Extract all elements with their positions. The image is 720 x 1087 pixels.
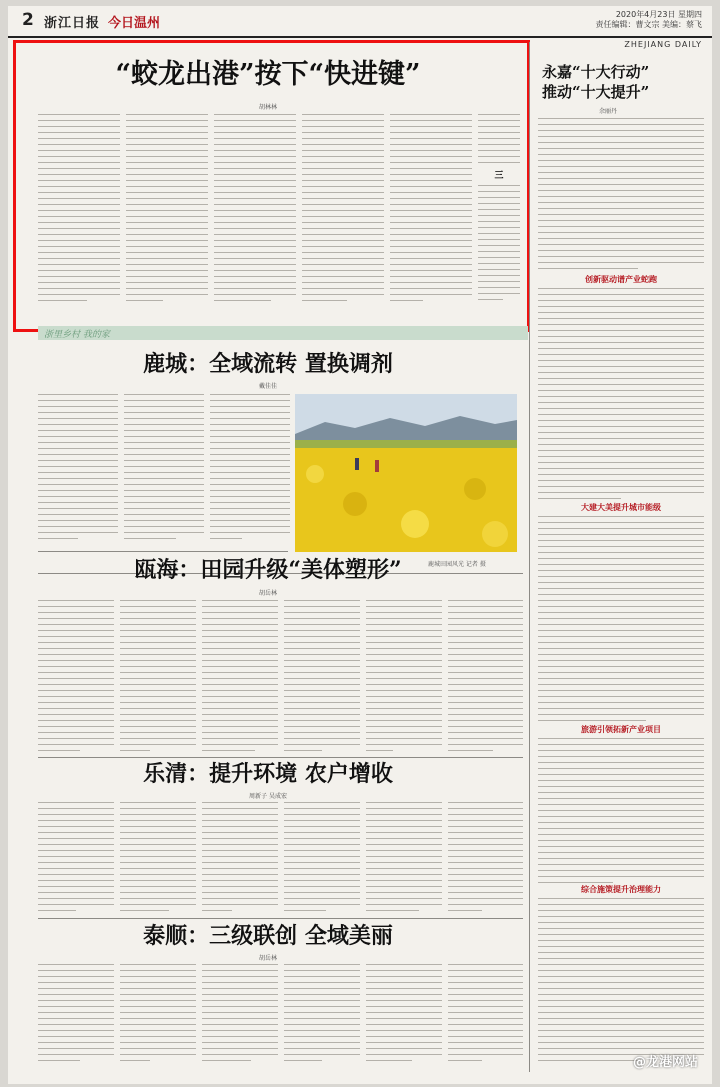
article-byline-ouhai: 胡岳林 xyxy=(258,590,277,597)
page-number: 2 xyxy=(22,10,34,30)
ouhai-text-column xyxy=(202,600,278,756)
taishun-text-column xyxy=(120,964,196,1066)
sidebar-title-line1: 永嘉“十大行动” xyxy=(542,63,650,81)
rapeseed-field-photo-svg xyxy=(295,394,517,552)
sidebar-subhead: 综合施策提升治理能力 xyxy=(581,885,661,894)
ouhai-text-column xyxy=(284,600,360,756)
taishun-text-column xyxy=(284,964,360,1066)
taishun-text-column xyxy=(366,964,442,1066)
article-byline-taishun: 胡岳林 xyxy=(258,955,277,962)
section-mark: 三 xyxy=(494,171,504,181)
newspaper-page xyxy=(8,6,712,1084)
sidebar-title-line2: 推动“十大提升” xyxy=(542,83,650,101)
ouhai-text-column xyxy=(38,600,114,756)
date-block xyxy=(595,10,702,30)
lead-article-title: “蛟龙出港”按下“快进键” xyxy=(115,59,421,90)
article-title-ouhai: 瓯海：田园升级“美体塑形” xyxy=(134,557,402,583)
strip-label: 浙里乡村 我的家 xyxy=(44,330,110,340)
article-divider xyxy=(38,551,288,552)
highlight-frame xyxy=(13,40,530,332)
yueqing-text-column xyxy=(202,802,278,916)
article-title-lucheng: 鹿城：全域流转 置换调剂 xyxy=(143,351,393,377)
sidebar-subhead: 大建大美提升城市能级 xyxy=(581,503,661,512)
ouhai-text-column xyxy=(120,600,196,756)
column-divider xyxy=(529,42,530,1072)
yueqing-text-column xyxy=(366,802,442,916)
masthead xyxy=(8,6,712,38)
article-divider xyxy=(38,918,523,919)
article-title-taishun: 泰顺：三级联创 全域美丽 xyxy=(143,923,393,949)
sidebar-text-block xyxy=(538,516,704,726)
taishun-text-column xyxy=(38,964,114,1066)
article-divider xyxy=(38,757,523,758)
article-title-yueqing: 乐清：提升环境 农户增收 xyxy=(143,761,393,787)
yueqing-text-column xyxy=(448,802,523,916)
watermark: @龙港网站 xyxy=(632,1055,698,1070)
sidebar-text-block xyxy=(538,118,704,274)
yueqing-text-column xyxy=(38,802,114,916)
sidebar-text-block xyxy=(538,738,704,888)
rapeseed-field-photo xyxy=(295,394,517,552)
sidebar-subhead: 创新驱动谱产业蛇跑 xyxy=(585,275,657,284)
editor-line: 责任编辑：曹文宗 美编：蔡飞 xyxy=(595,20,702,29)
article-byline-lucheng: 戴佳佳 xyxy=(258,383,277,390)
sidebar-subhead: 旅游引领拓新产业项目 xyxy=(581,725,661,734)
section-name: 今日温州 xyxy=(108,16,161,31)
taishun-text-column xyxy=(448,964,523,1066)
lead-article-byline: 胡林林 xyxy=(258,104,277,111)
photo-caption: 鹿城田园风光 记者 摄 xyxy=(428,561,486,568)
sidebar-text-block xyxy=(538,288,704,504)
sidebar-byline: 余丽丹 xyxy=(598,108,617,115)
lucheng-text-column xyxy=(210,394,290,544)
sidebar-text-block xyxy=(538,898,704,1066)
lucheng-text-column xyxy=(38,394,118,544)
ouhai-text-column xyxy=(448,600,523,756)
yueqing-text-column xyxy=(120,802,196,916)
date-line: 2020年4月23日 星期四 xyxy=(615,10,702,19)
english-masthead: ZHEJIANG DAILY xyxy=(624,40,702,49)
taishun-text-column xyxy=(202,964,278,1066)
paper-name: 浙江日报 xyxy=(44,16,101,31)
ouhai-text-column xyxy=(366,600,442,756)
lucheng-text-column xyxy=(124,394,204,544)
yueqing-text-column xyxy=(284,802,360,916)
article-byline-yueqing: 周新子 吴成宏 xyxy=(249,793,287,800)
section-strip xyxy=(38,326,528,340)
